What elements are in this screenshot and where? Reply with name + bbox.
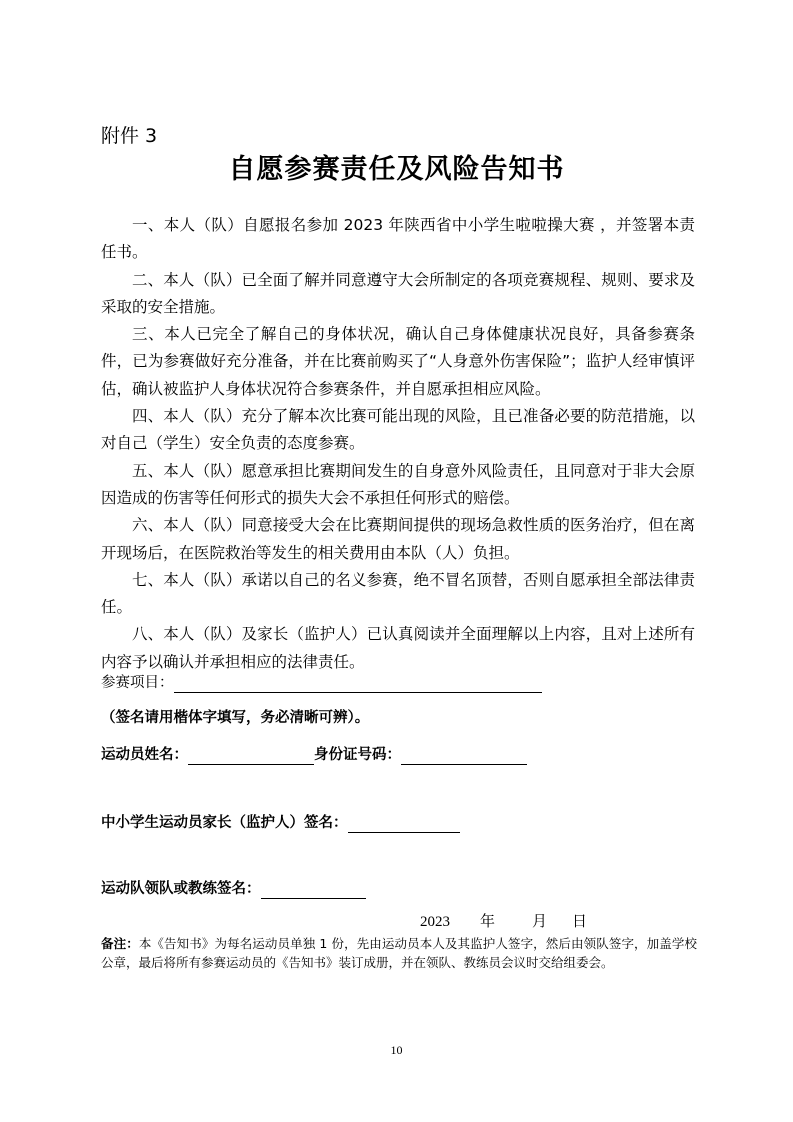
guardian-signature-label: 中小学生运动员家长（监护人）签名：: [101, 815, 348, 831]
signature-notice: （签名请用楷体字填写，务必清晰可辨）。: [101, 710, 370, 726]
clause-7: 七、本人（队）承诺以自己的名义参赛，绝不冒名顶替，否则自愿承担全部法律责任。: [101, 570, 695, 617]
athlete-row: [101, 745, 527, 765]
clause-5: 五、本人（队）愿意承担比赛期间发生的自身意外风险责任，且同意对于非大会原因造成的伤害等任何形式的损失大会不承担任何形式的赔偿。: [101, 461, 695, 507]
page-number: 10: [390, 1043, 403, 1057]
clause-1: 一、本人（队）自愿报名参加 2023 年陕西省中小学生啦啦操大赛 ，并签署本责任书。: [101, 216, 695, 262]
coach-signature-label: 运动队领队或教练签名：: [101, 881, 261, 897]
clause-4: 四、本人（队）充分了解本次比赛可能出现的风险，且已准备必要的防范措施，以对自己（学生）安全负责的态度参赛。: [101, 407, 695, 453]
coach-row: [101, 879, 366, 899]
coach-signature-field[interactable]: [261, 880, 366, 899]
event-row: [101, 673, 542, 693]
guardian-row: [101, 813, 460, 833]
date-month-unit: 月: [532, 914, 548, 930]
date-row: [420, 912, 587, 932]
date-year-unit: 年: [480, 914, 496, 930]
id-number-label: 身份证号码：: [314, 747, 401, 763]
clause-6: 六、本人（队）同意接受大会在比赛期间提供的现场急救性质的医务治疗，但在离开现场后，在医院救治等发生的相关费用由本队（人）负担。: [101, 516, 695, 562]
clause-8: 八、本人（队）及家长（监护人）已认真阅读并全面理解以上内容，且对上述所有内容予以确认并承担相应的法律责任。: [101, 625, 695, 671]
remark-label: 备注：: [101, 936, 139, 951]
date-day-unit: 日: [572, 914, 588, 930]
document-title: 自愿参赛责任及风险告知书: [228, 154, 565, 185]
date-year: 2023: [420, 914, 450, 930]
clause-2: 二、本人（队）已全面了解并同意遵守大会所制定的各项竞赛规程、规则、要求及采取的安全措施。: [101, 270, 695, 316]
id-number-field[interactable]: [401, 746, 527, 765]
athlete-name-label: 运动员姓名：: [101, 747, 188, 763]
remark-text: 本《告知书》为每名运动员单独 1 份，先由运动员本人及其监护人签字，然后由领队签字，加盖学校公章，最后将所有参赛运动员的《告知书》装订成册，并在领队、教练员会议时交给组委会。: [101, 936, 697, 970]
event-label: 参赛项目：: [101, 675, 174, 691]
guardian-signature-field[interactable]: [348, 814, 460, 833]
athlete-name-field[interactable]: [188, 746, 314, 765]
attachment-label: 附件 3: [101, 125, 158, 147]
clause-3: 三、本人已完全了解自己的身体状况，确认自己身体健康状况良好，具备参赛条件，已为参赛做好充分准备，并在比赛前购买了“人身意外伤害保险”；监护人经审慎评估，确认被监护人身体状况符合参赛条件，并自愿承担相应风险。: [101, 325, 695, 398]
clauses-list: [101, 212, 695, 676]
remark: [101, 934, 697, 972]
event-field[interactable]: [174, 674, 542, 693]
